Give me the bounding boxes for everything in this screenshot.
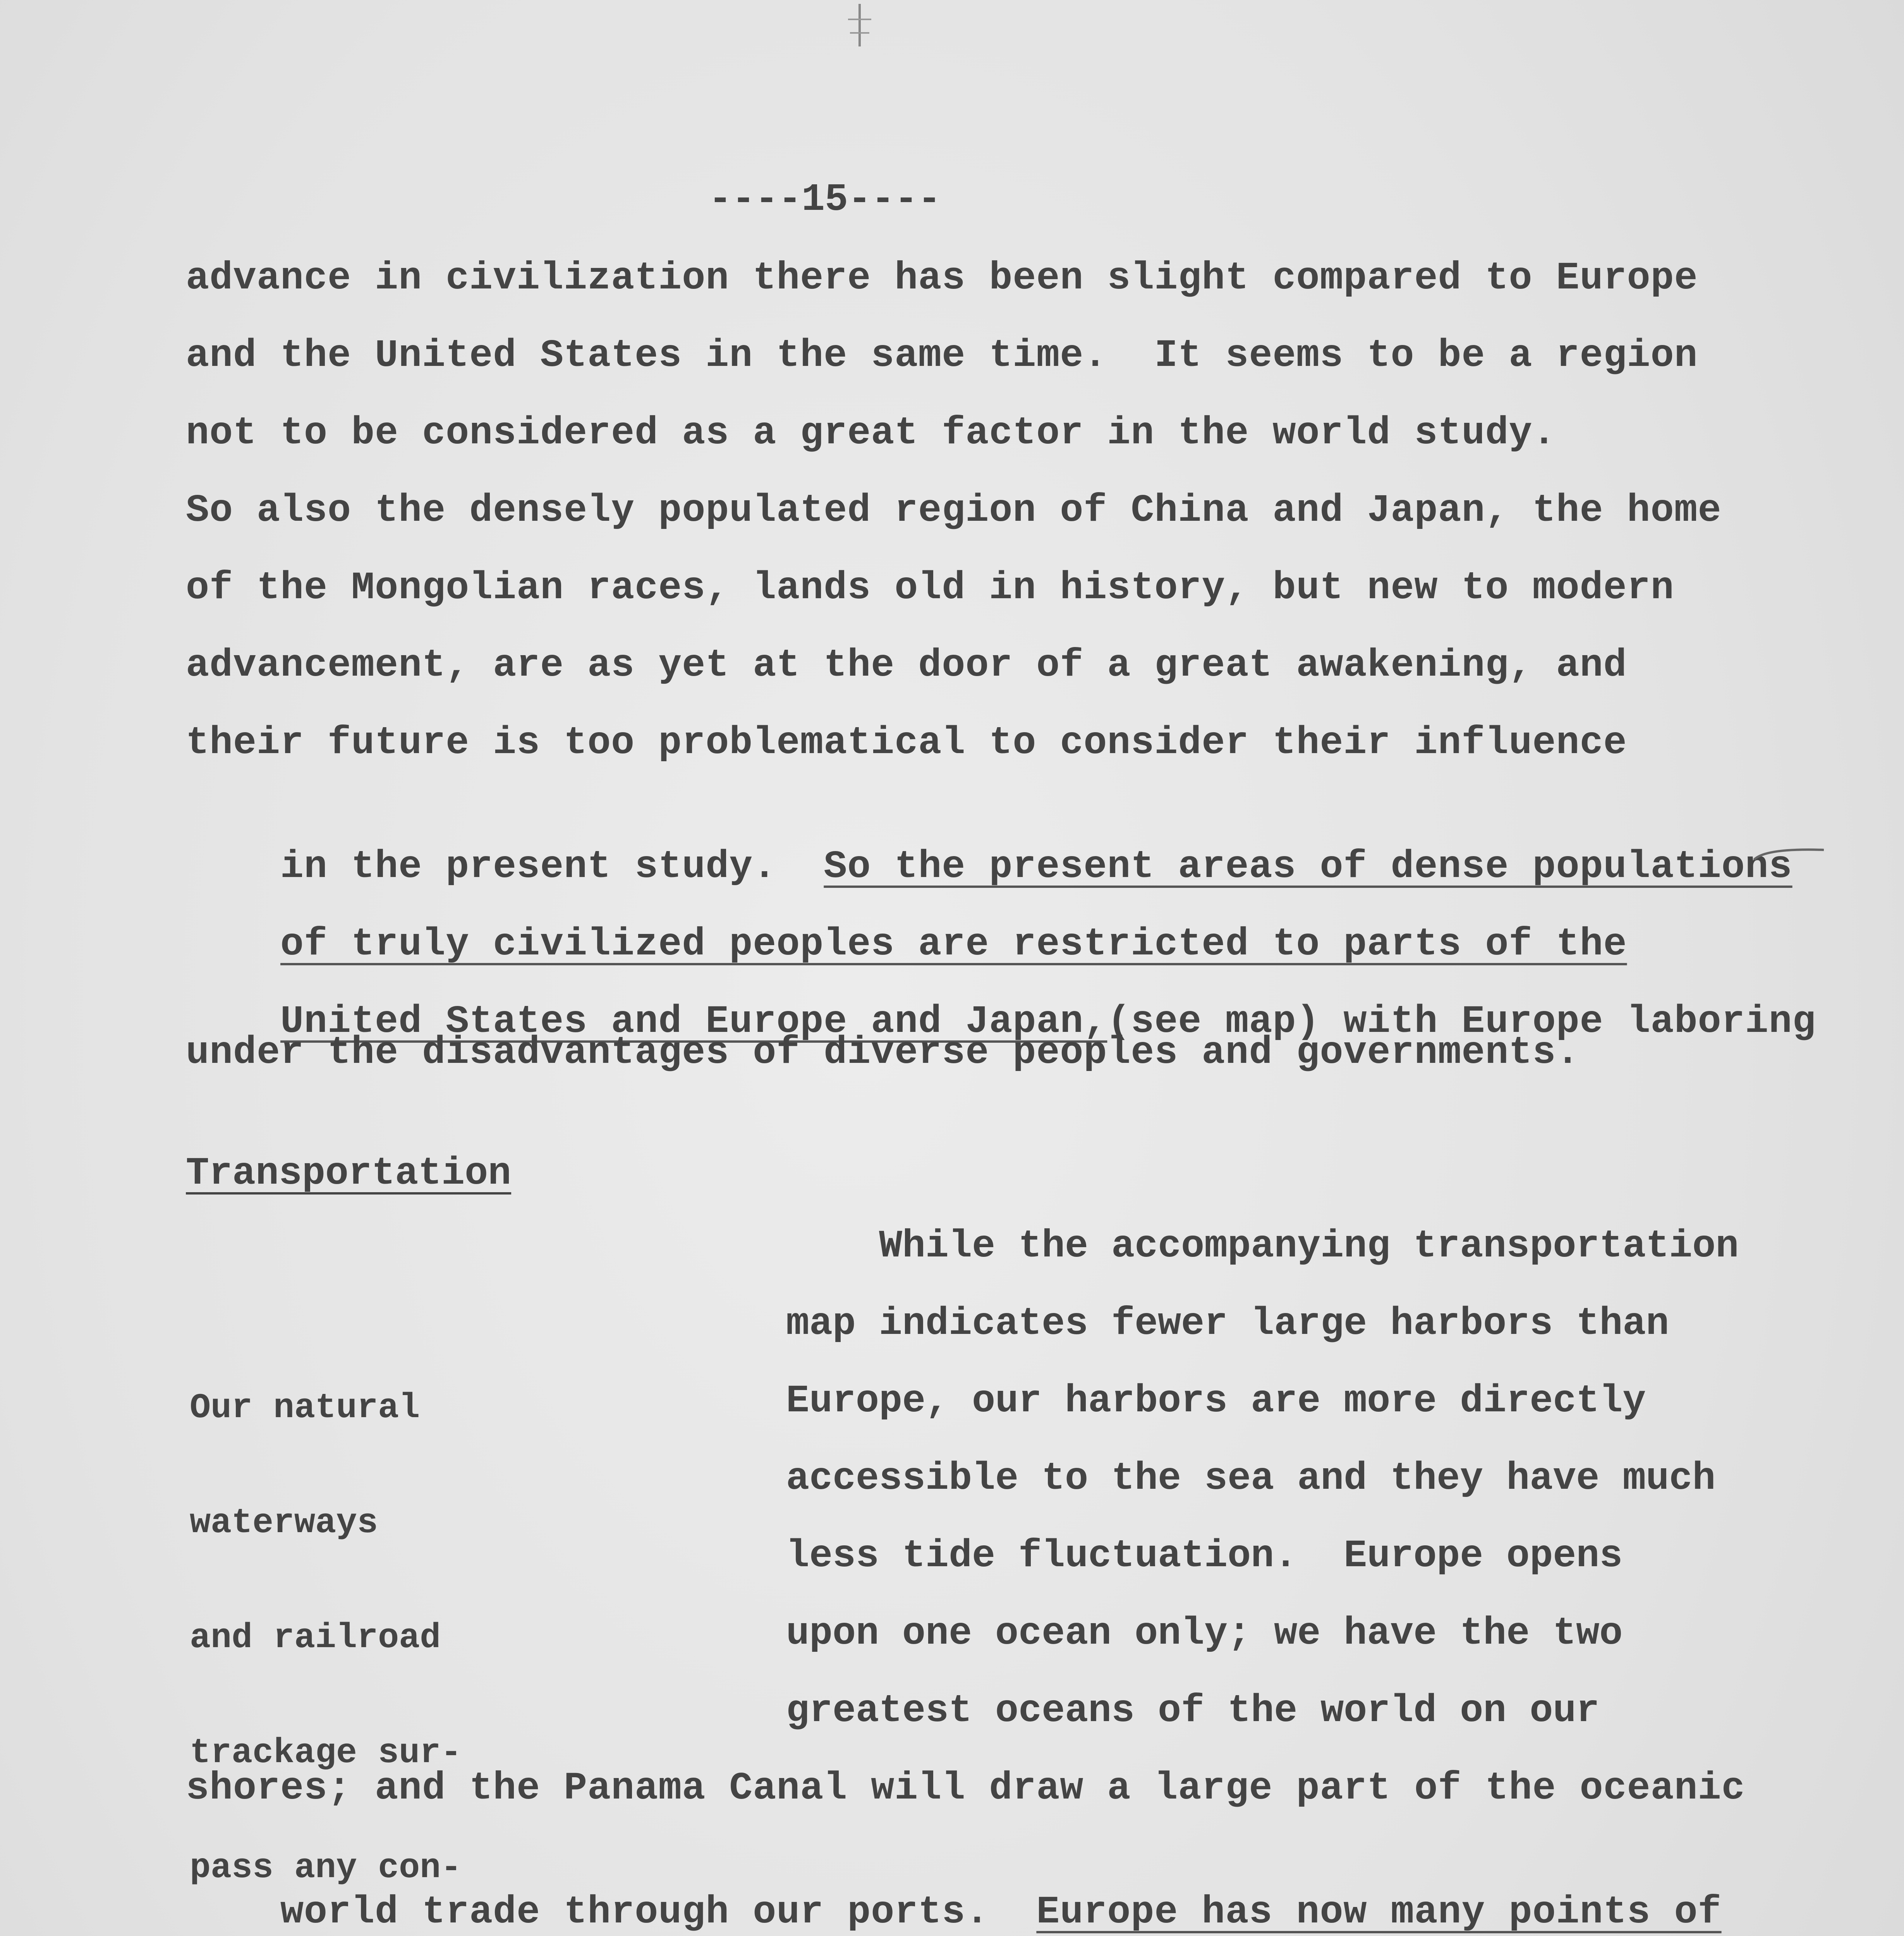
page-number: ----15----: [709, 178, 941, 222]
text-segment: world trade through our ports.: [280, 1891, 1037, 1934]
text-line: shores; and the Panama Canal will draw a large part of the oceanic: [186, 1767, 1745, 1811]
text-line: While the accompanying transportation: [786, 1225, 1739, 1268]
text-segment: (see map) with Europe laboring: [1107, 1000, 1816, 1044]
text-line: accessible to the sea and they have much: [786, 1457, 1716, 1501]
sidenote-line: Our natural: [190, 1388, 420, 1428]
text-line: advancement, are as yet at the door of a great awakening, and: [186, 644, 1627, 688]
text-line: greatest oceans of the world on our: [786, 1689, 1600, 1733]
text-line: less tide fluctuation. Europe opens: [786, 1534, 1623, 1578]
underlined-text: of truly civilized peoples are restricted to parts of the: [280, 923, 1627, 966]
text-line: So also the densely populated region of China and Japan, the home: [186, 489, 1722, 533]
text-line: under the disadvantages of diverse peoples and governments.: [186, 1031, 1580, 1075]
sidenote-line: trackage sur-: [190, 1733, 462, 1773]
text-line: [186, 1921, 1745, 1936]
underlined-text: Europe has now many points of: [1036, 1891, 1722, 1934]
text-line: upon one ocean only; we have the two: [786, 1612, 1623, 1656]
text-line: map indicates fewer large harbors than: [786, 1302, 1669, 1346]
text-line: advance in civilization there has been slight compared to Europe: [186, 257, 1698, 300]
underlined-text: United States and Europe and Japan,: [280, 1000, 1107, 1044]
pencil-mark-top: [844, 4, 875, 50]
sidenote-line: and railroad: [190, 1618, 441, 1658]
sidenote-line: pass any con-: [190, 1848, 462, 1888]
pencil-margin-mark: [1750, 844, 1828, 867]
underlined-text: So the present areas of dense populations: [824, 845, 1792, 889]
text-segment: in the present study.: [280, 845, 824, 889]
text-line: their future is too problematical to consider their influence: [186, 721, 1627, 765]
text-line: Europe, our harbors are more directly: [786, 1380, 1646, 1423]
margin-sidenote: [190, 1313, 566, 1936]
text-line: not to be considered as a great factor in the world study.: [186, 412, 1556, 455]
sidenote-line: waterways: [190, 1503, 378, 1543]
text-line: and the United States in the same time. It seems to be a region: [186, 334, 1698, 378]
section-heading: Transportation: [186, 1152, 512, 1196]
text-line: of the Mongolian races, lands old in history, but new to modern: [186, 566, 1674, 610]
